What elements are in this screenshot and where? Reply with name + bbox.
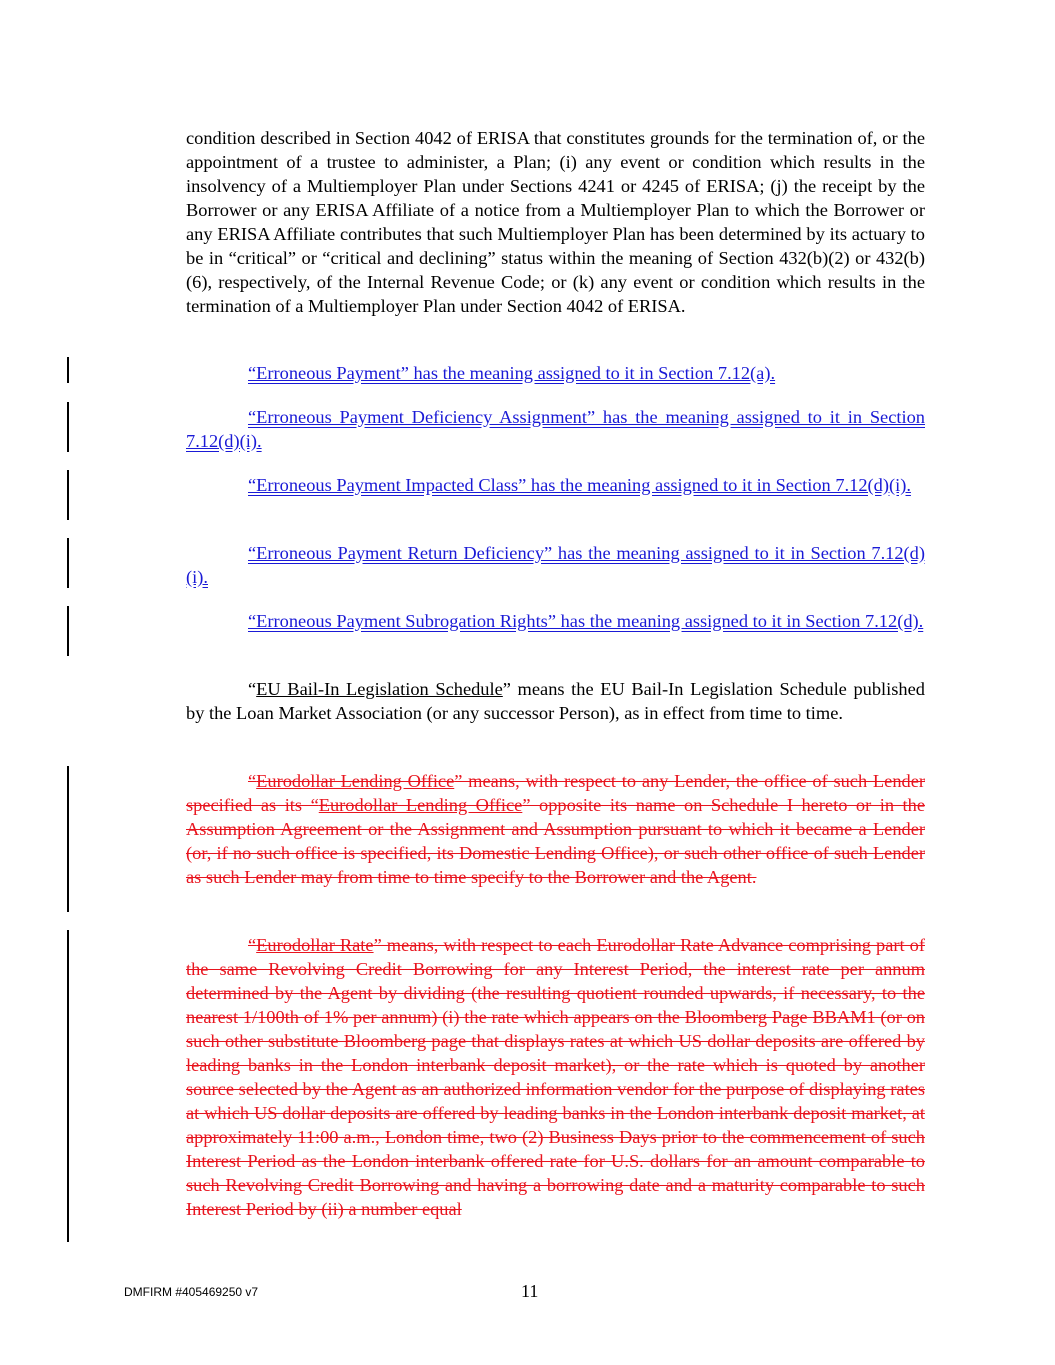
definition-text: ” opposite its name on Schedule I hereto or in the Assumption Agreement or the Assignment and Assumption pursuant to which it became a Lender (or, if no such office is specified, its Domestic Lending Office), or such other office of such Lender as such Lender may from time to time specify to the Borrower and the Agent. bbox=[186, 795, 925, 887]
inserted-text: “Erroneous Payment Impacted Class” has the meaning assigned to it in Section 7.12(d)(i). bbox=[248, 475, 911, 495]
erisa-continuation-paragraph: condition described in Section 4042 of ERISA that constitutes grounds for the termination of, or the appointment of a trustee to administer, a Plan; (i) any event or condition which results in the insolvency of a Multiemployer Plan under Sections 4241 or 4245 of ERISA; (j) the receipt by the Borrower or any ERISA Affiliate of a notice from a Multiemployer Plan to which the Borrower or any ERISA Affiliate contributes that such Multiemployer Plan has been determined by its actuary to be in “critical” or “critical and declining” status within the meaning of Section 432(b)(2) or 432(b)(6), respectively, of the Internal Revenue Code; or (k) any event or condition which results in the termination of a Multiemployer Plan under Section 4042 of ERISA. bbox=[186, 128, 925, 316]
inserted-text: “Erroneous Payment” has the meaning assigned to it in Section 7.12(a). bbox=[248, 363, 776, 383]
definition-text: ” means the EU Bail-In Legislation Schedule published by the Loan Market Association (or any successor Person), as in effect from time to time. bbox=[186, 679, 925, 723]
defined-term: Eurodollar Rate bbox=[256, 935, 374, 955]
change-bar bbox=[67, 402, 69, 452]
inserted-text: “Erroneous Payment Subrogation Rights” has the meaning assigned to it in Section 7.12(d). bbox=[248, 611, 924, 631]
change-bar bbox=[67, 606, 69, 656]
defined-term: Eurodollar Lending Office bbox=[256, 771, 455, 791]
change-bar bbox=[67, 930, 69, 1242]
definition-erroneous-payment-impacted-class bbox=[186, 473, 925, 497]
change-bar bbox=[67, 766, 69, 912]
definition-text: ” means, with respect to each Eurodollar Rate Advance comprising part of the same Revolving Credit Borrowing for any Interest Period, the interest rate per annum determined by the Agent by dividing (the resulting quotient rounded upwards, if necessary, to the nearest 1/100th of 1% per annum) (i) the rate which appears on the Bloomberg Page BBAM1 (or on such other substitute Bloomberg page that displays rates at which US dollar deposits are offered by leading banks in the London interbank deposit market), or the rate which is quoted by another source selected by the Agent as an authorized information vendor for the purpose of displaying rates at which US dollar deposits are offered by leading banks in the London interbank deposit market, at approximately 11:00 a.m., London time, two (2) Business Days prior to the commencement of such Interest Period as the London interbank offered rate for U.S. dollars for an amount comparable to such Revolving Credit Borrowing and having a borrowing date and a maturity comparable to such Interest Period by (ii) a number equal bbox=[186, 935, 925, 1219]
definition-eurodollar-rate bbox=[186, 933, 925, 1221]
definition-erroneous-payment-deficiency-assignment bbox=[186, 405, 925, 453]
definition-erroneous-payment-subrogation-rights bbox=[186, 609, 925, 633]
inserted-text: “Erroneous Payment Return Deficiency” has the meaning assigned to it in Section 7.12(d)(i). bbox=[186, 543, 925, 587]
change-bar bbox=[67, 470, 69, 520]
definition-eu-bail-in-legislation-schedule bbox=[186, 677, 925, 725]
footer-page-number: 11 bbox=[521, 1281, 539, 1301]
change-bar bbox=[67, 357, 69, 383]
footer-document-id: DMFIRM #405469250 v7 bbox=[124, 1285, 259, 1299]
inserted-text: “Erroneous Payment Deficiency Assignment” has the meaning assigned to it in Section 7.12(d)(i). bbox=[186, 407, 925, 451]
change-bar bbox=[67, 538, 69, 588]
open-quote: “ bbox=[248, 679, 257, 699]
definition-text: ” means, with respect to any Lender, the office of such Lender specified as its “ bbox=[186, 771, 925, 815]
open-quote: “ bbox=[248, 771, 257, 791]
definition-eurodollar-lending-office bbox=[186, 769, 925, 889]
definition-erroneous-payment bbox=[186, 361, 925, 385]
open-quote: “ bbox=[248, 935, 257, 955]
defined-term: EU Bail-In Legislation Schedule bbox=[256, 679, 503, 699]
defined-term: Eurodollar Lending Office bbox=[318, 795, 523, 815]
definition-erroneous-payment-return-deficiency bbox=[186, 541, 925, 589]
